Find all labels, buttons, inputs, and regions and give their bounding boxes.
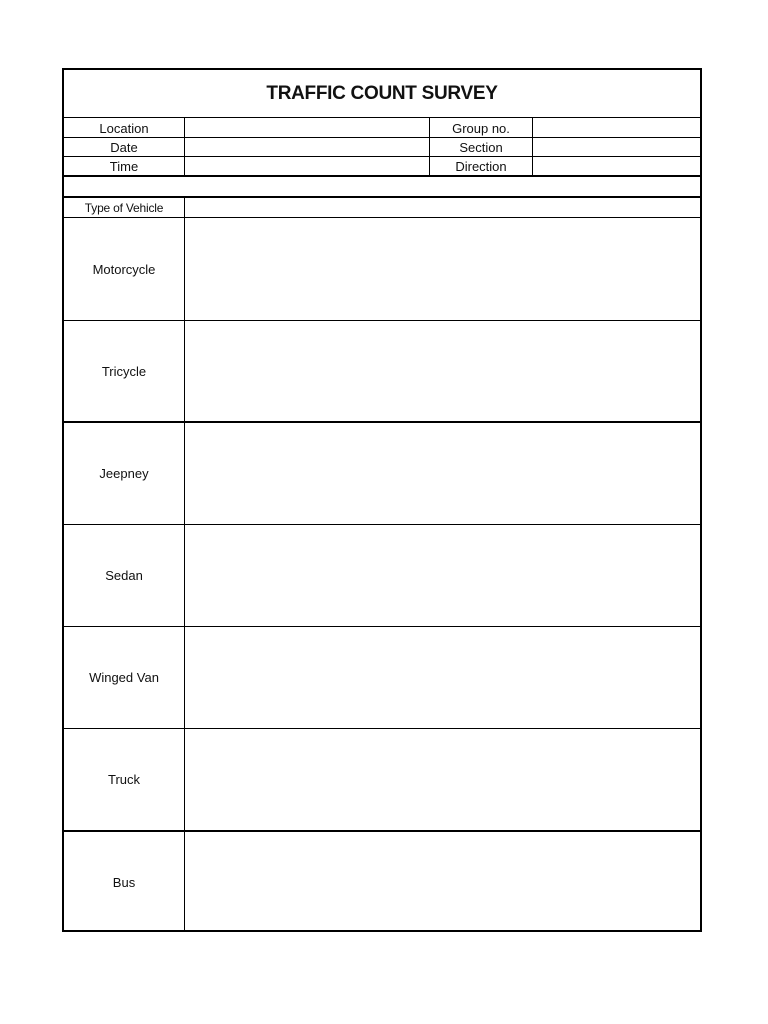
- location-label: Location: [99, 121, 149, 136]
- count-header-cell: [185, 198, 700, 217]
- vehicle-label-motorcycle: Motorcycle: [92, 261, 156, 277]
- time-field[interactable]: [185, 157, 429, 176]
- section-label: Section: [459, 140, 503, 155]
- row-divider: [64, 137, 700, 138]
- traffic-count-form: [62, 68, 702, 932]
- row-divider: [64, 156, 700, 157]
- group-no-field[interactable]: [533, 119, 700, 138]
- spacer-row: [64, 177, 700, 196]
- tally-cell-winged-van[interactable]: [185, 627, 700, 728]
- tally-cell-tricycle[interactable]: [185, 321, 700, 422]
- date-field[interactable]: [185, 138, 429, 157]
- form-title: TRAFFIC COUNT SURVEY: [64, 70, 700, 118]
- vehicle-label-winged-van: Winged Van: [89, 670, 159, 685]
- group-no-label: Group no.: [452, 121, 510, 136]
- vehicle-label-jeepney: Jeepney: [99, 466, 149, 481]
- section-field[interactable]: [533, 138, 700, 157]
- time-label: Time: [109, 159, 139, 174]
- tally-cell-jeepney[interactable]: [185, 423, 700, 524]
- type-of-vehicle-header: Type of Vehicle: [84, 200, 164, 215]
- location-field[interactable]: [185, 119, 429, 138]
- vehicle-label-bus: Bus: [112, 874, 136, 890]
- tally-cell-bus[interactable]: [185, 832, 700, 932]
- vehicle-label-truck: Truck: [107, 772, 141, 787]
- vehicle-label-sedan: Sedan: [105, 568, 143, 583]
- column-divider: [184, 118, 185, 176]
- direction-field[interactable]: [533, 157, 700, 176]
- tally-cell-motorcycle[interactable]: [185, 218, 700, 320]
- vehicle-label-tricycle: Tricycle: [101, 364, 147, 379]
- date-label: Date: [110, 140, 138, 155]
- direction-label: Direction: [455, 159, 507, 174]
- tally-cell-sedan[interactable]: [185, 525, 700, 626]
- column-divider: [429, 118, 430, 176]
- column-divider: [532, 118, 533, 176]
- tally-cell-truck[interactable]: [185, 729, 700, 830]
